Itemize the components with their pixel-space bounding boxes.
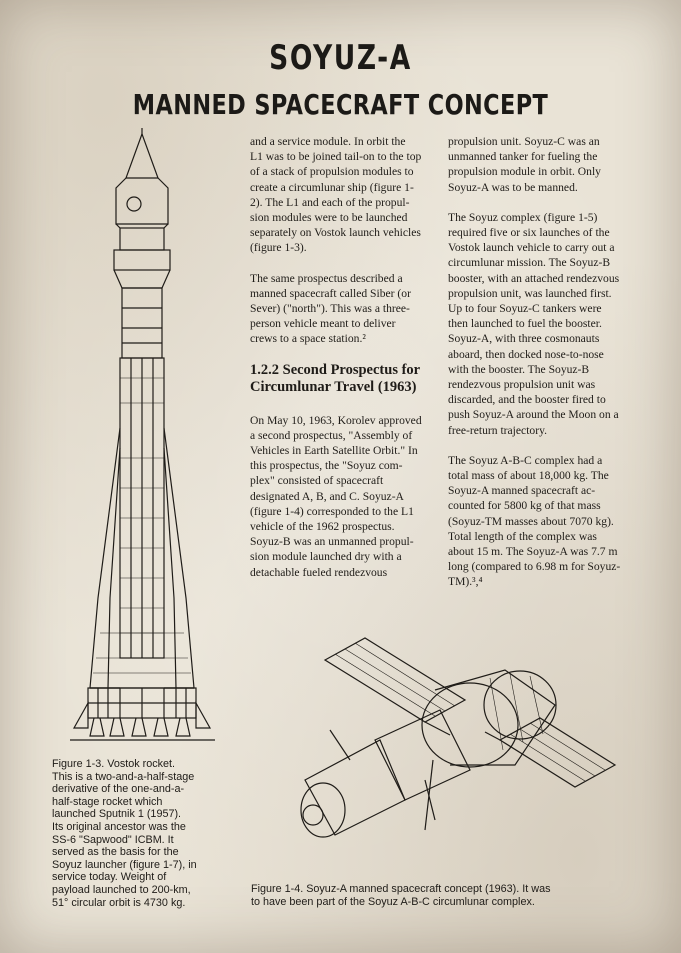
paragraph: On May 10, 1963, Korolev approved a second prospectus, "Assembly of Vehicles in Earth Satellite Orbit." In this prospectus, the "Soyuz com- plex" consisted of spacecraft designated A, B, and C. Soyuz-A (figure 1-4) corresponded to the L1 vehicle of the 1962 prospectus. Soyuz-B was an unmanned propul- sion module launched dry with a detachable fueled rendezvous — [250, 413, 422, 579]
page-subtitle: MANNED SPACECRAFT CONCEPT — [132, 88, 549, 121]
figure-1-3-caption: Figure 1-3. Vostok rocket. This is a two-and-a-half-stage derivative of the one-and-a- half-stage rocket which launched Sputnik 1 (1957). Its original ancestor was the SS-6 "Sapwood" ICBM. It served as the basis for the Soyuz launcher (figure 1-7), in service today. Weight of payload launched to 200-km, 51° circular orbit is 4730 kg. — [52, 758, 197, 909]
figure-1-4-caption: Figure 1-4. Soyuz-A manned spacecraft concept (1963). It was to have been part of the Soyuz A-B-C circumlunar complex. — [251, 883, 551, 908]
page-title: SOYUZ-A — [269, 38, 412, 78]
paragraph: and a service module. In orbit the L1 was to be joined tail-on to the top of a stack of propulsion modules to create a circumlunar ship (figure 1- 2). The L1 and each of the propul- sion modules were to be launched separately on Vostok launch vehicles (figure 1-3). — [250, 135, 422, 255]
text-column-left — [250, 134, 432, 595]
paragraph: The Soyuz A-B-C complex had a total mass of about 18,000 kg. The Soyuz-A manned spacecraft ac- counted for 5800 kg of that mass (Soyuz-TM masses about 7070 kg). Total length of the complex was about 15 m. The Soyuz-A was 7.7 m long (compared to 6.98 m for Soyuz- TM).³,⁴ — [448, 453, 621, 589]
soyuz-a-spacecraft-drawing — [255, 630, 630, 875]
vostok-rocket-drawing — [60, 128, 225, 748]
section-heading: 1.2.2 Second Prospectus for Circumlunar Travel (1963) — [250, 361, 421, 396]
paragraph: The same prospectus described a manned spacecraft called Siber (or Sever) ("north"). This was a three- person vehicle meant to deliver crews to a space station.² — [250, 271, 411, 346]
paragraph: propulsion unit. Soyuz-C was an unmanned tanker for fueling the propulsion module in orbit. Only Soyuz-A was to be manned. — [448, 135, 601, 194]
text-column-right — [448, 134, 660, 605]
paragraph: The Soyuz complex (figure 1-5) required five or six launches of the Vostok launch vehicle to carry out a circumlunar mission. The Soyuz-B booster, with an attached rendezvous propulsion unit, was launched first. Up to four Soyuz-C tankers were then launched to fuel the booster. Soyuz-A, with three cosmonauts aboard, then docked nose-to-nose with the booster. The Soyuz-B rendezvous propulsion unit was discarded, and the booster fired to push Soyuz-A around the Moon on a free-return trajectory. — [448, 210, 620, 437]
